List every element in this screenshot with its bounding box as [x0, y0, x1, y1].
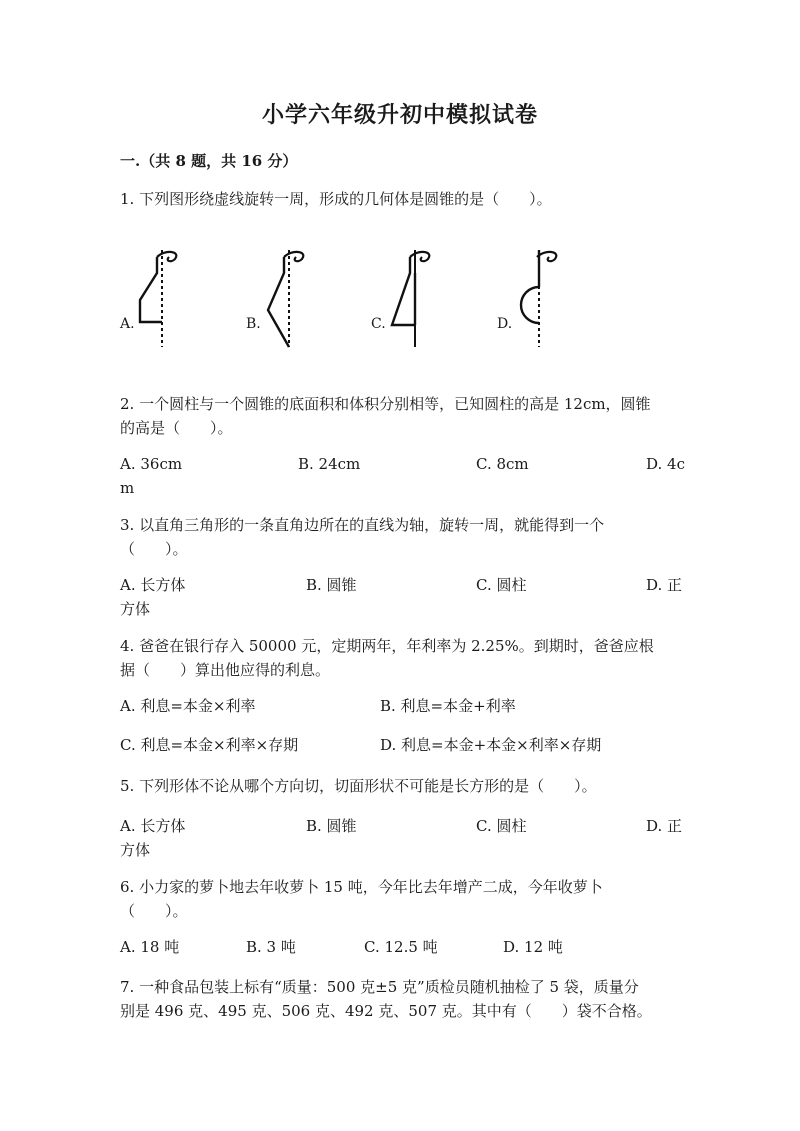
figure-c-label: C. [371, 316, 386, 332]
figure-d [515, 245, 565, 350]
q5-option-a: A. 长方体 [120, 817, 186, 835]
rotation-arrow-icon [410, 252, 429, 261]
question-2-line2: 的高是（ ）。 [120, 419, 233, 437]
q2-option-c: C. 8cm [476, 455, 529, 473]
q4-option-b: B. 利息=本金+利率 [380, 697, 516, 715]
q6-option-d: D. 12 吨 [503, 938, 563, 956]
question-6-line2: （ ）。 [120, 902, 188, 920]
figure-a [135, 245, 185, 350]
q6-option-b: B. 3 吨 [246, 938, 296, 956]
q3-option-c: C. 圆柱 [476, 576, 527, 594]
figure-c [388, 245, 438, 350]
question-7-line1: 7. 一种食品包装上标有“质量：500 克±5 克”质检员随机抽检了 5 袋，质量分 [120, 978, 639, 996]
question-3-line1: 3. 以直角三角形的一条直角边所在的直线为轴，旋转一周，就能得到一个 [120, 516, 605, 534]
q3-option-d: D. 正 [646, 576, 683, 594]
q5-option-b: B. 圆锥 [306, 817, 357, 835]
question-7-line2: 别是 496 克、495 克、506 克、492 克、507 克。其中有（ ）袋不合格。 [120, 1002, 652, 1020]
question-3-text [120, 513, 680, 561]
figure-b [262, 245, 312, 350]
page-title: 小学六年级升初中模拟试卷 [261, 102, 538, 128]
figure-a-label: A. [120, 316, 135, 332]
question-5-text: 5. 下列形体不论从哪个方向切，切面形状不可能是长方形的是（ ）。 [120, 777, 597, 795]
figure-d-label: D. [497, 316, 513, 332]
q6-option-a: A. 18 吨 [120, 938, 180, 956]
section-header: 一.（共 8 题，共 16 分） [120, 152, 298, 170]
q6-option-c: C. 12.5 吨 [364, 938, 438, 956]
q2-option-d: D. 4c [646, 455, 685, 473]
q4-option-c: C. 利息=本金×利率×存期 [120, 736, 299, 754]
q2-option-b: B. 24cm [298, 455, 361, 473]
question-4-text [120, 634, 680, 682]
q2-option-d-wrap: m [120, 479, 135, 497]
q5-option-c: C. 圆柱 [476, 817, 527, 835]
question-7-text [120, 975, 680, 1023]
question-6-line1: 6. 小力家的萝卜地去年收萝卜 15 吨，今年比去年增产二成，今年收萝卜 [120, 878, 603, 896]
q5-option-d-wrap: 方体 [120, 841, 151, 859]
q3-option-d-wrap: 方体 [120, 600, 151, 618]
rotation-arrow-icon [157, 252, 176, 261]
q5-option-d: D. 正 [646, 817, 683, 835]
q4-option-d: D. 利息=本金+本金×利率×存期 [380, 736, 602, 754]
question-3-line2: （ ）。 [120, 540, 188, 558]
question-6-text [120, 875, 680, 923]
q3-option-b: B. 圆锥 [306, 576, 357, 594]
rotation-arrow-icon [284, 252, 303, 261]
question-2-text [120, 392, 680, 440]
q4-option-a: A. 利息=本金×利率 [120, 697, 256, 715]
question-4-line1: 4. 爸爸在银行存入 50000 元，定期两年，年利率为 2.25%。到期时，爸爸应根 [120, 637, 654, 655]
q2-option-a: A. 36cm [120, 455, 183, 473]
q3-option-a: A. 长方体 [120, 576, 186, 594]
question-1-text: 1. 下列图形绕虚线旋转一周，形成的几何体是圆锥的是（ ）。 [120, 190, 552, 208]
question-4-line2: 据（ ）算出他应得的利息。 [120, 661, 331, 679]
question-2-line1: 2. 一个圆柱与一个圆锥的底面积和体积分别相等，已知圆柱的高是 12cm，圆锥 [120, 395, 651, 413]
figure-b-label: B. [246, 316, 261, 332]
